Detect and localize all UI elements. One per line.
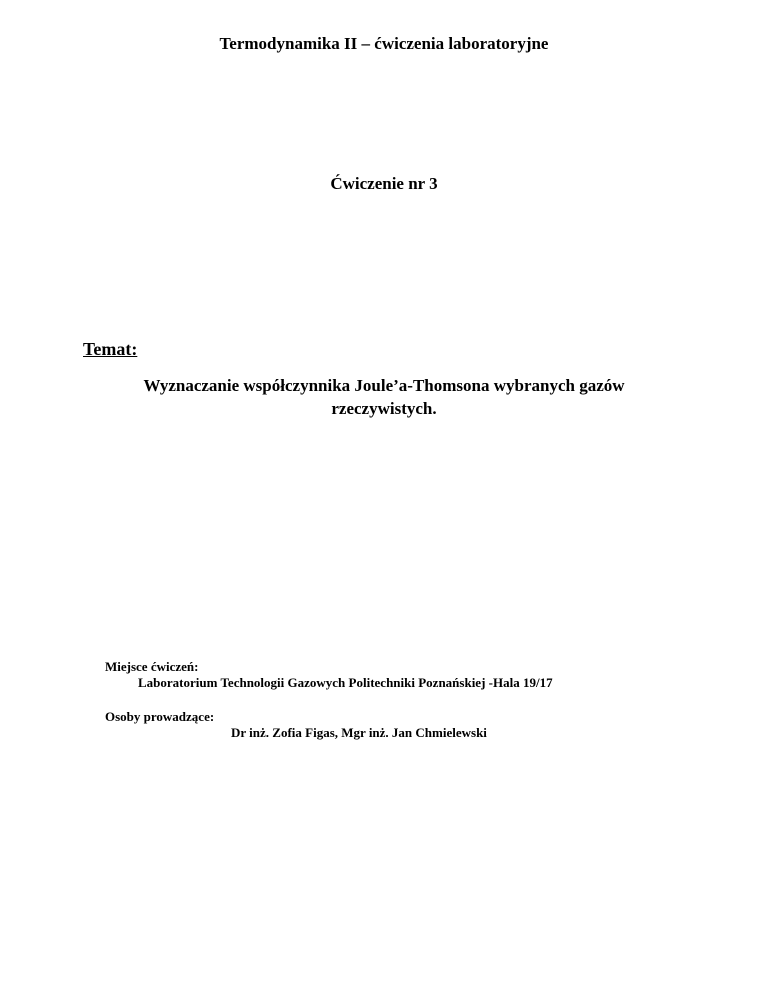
exercise-number: Ćwiczenie nr 3 [330,174,438,193]
supervisors-label: Osoby prowadzące: [105,709,215,724]
topic-title-line-2: rzeczywistych. [331,399,437,418]
topic-title-line-1: Wyznaczanie współczynnika Joule’a-Thomsona wybranych gazów [143,376,625,395]
supervisors-value: Dr inż. Zofia Figas, Mgr inż. Jan Chmielewski [231,725,487,740]
topic-label: Temat: [83,339,138,359]
place-label: Miejsce ćwiczeń: [105,659,199,674]
place-value: Laboratorium Technologii Gazowych Politechniki Poznańskiej -Hala 19/17 [138,675,553,690]
course-title: Termodynamika II – ćwiczenia laboratoryjne [219,34,549,53]
